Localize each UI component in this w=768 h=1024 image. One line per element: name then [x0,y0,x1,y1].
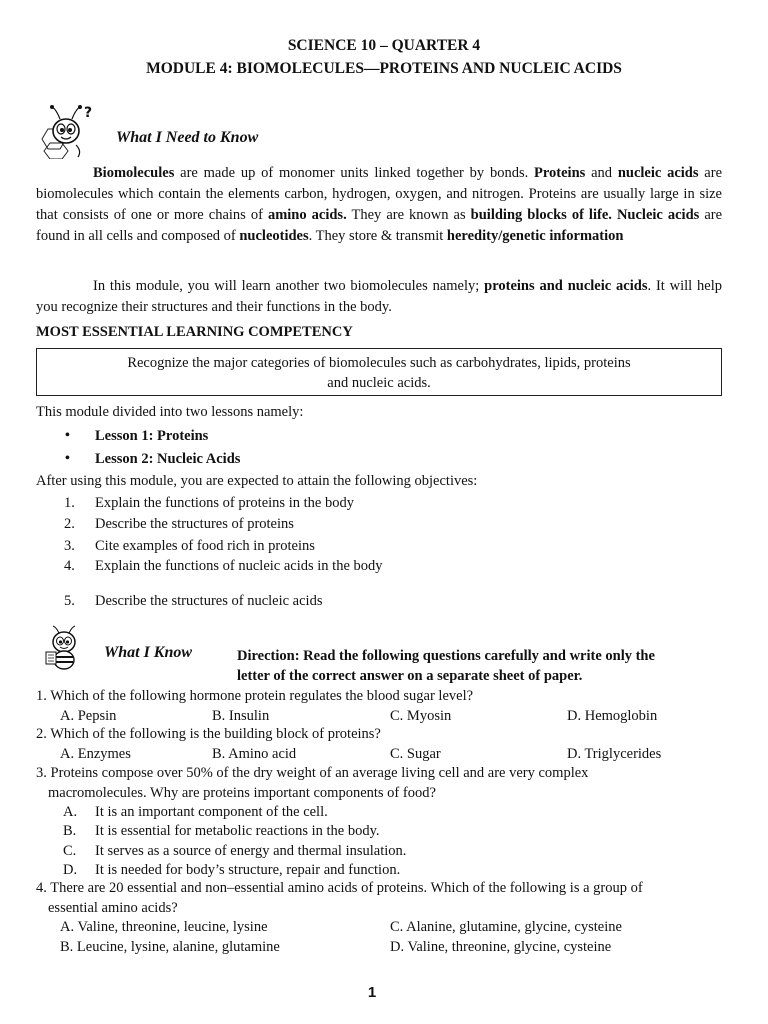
objectives-intro: After using this module, you are expected to attain the following objectives: [36,473,478,489]
list-item [65,428,240,451]
objective-item: 3. Cite examples of food rich in proteins [64,538,315,554]
text-run: and [585,165,618,181]
intro-paragraph-1 [36,163,722,247]
q1-choice-a: A. Pepsin [60,708,117,724]
question-3-stem-line2: macromolecules. Why are proteins important components of food? [48,785,436,801]
bee-question-icon [36,99,100,159]
bold-term: Nucleic acids [616,207,700,223]
page-number: 1 [367,984,377,1001]
lesson-2-label: Lesson 2: Nucleic Acids [95,451,241,467]
melc-box-line1: Recognize the major categories of biomolecules such as carbohydrates, lipids, proteins [127,355,631,371]
section-heading-what-i-know: What I Know [104,644,193,661]
q3-choice-a: A. It is an important component of the cell. [63,804,328,820]
text-run: are biomolecules which contain the elements carbon, hydrogen, oxygen, and nitrogen. Proteins are usually large in size that consists of one or more chains of [36,165,723,223]
lesson-1-label: Lesson 1: Proteins [95,428,209,444]
q3-choice-b: B. It is essential for metabolic reactions in the body. [63,823,380,839]
q2-choice-c: C. Sugar [390,746,441,762]
lessons-intro: This module divided into two lessons namely: [36,404,304,420]
bold-term: proteins and nucleic acids [484,278,648,294]
text-run: They are known as [346,207,471,223]
bold-term: Proteins [534,165,586,181]
text-run: In this module, you will learn another two biomolecules namely; [93,278,485,294]
bold-term: heredity/genetic information [446,228,624,244]
objective-item: 4. Explain the functions of nucleic acids in the body [64,558,383,574]
text-run: are made up of monomer units linked together by bonds. [174,165,535,181]
q2-choice-d: D. Triglycerides [567,746,662,762]
melc-heading: MOST ESSENTIAL LEARNING COMPETENCY [36,324,353,340]
question-2-stem: 2. Which of the following is the building block of proteins? [36,726,381,742]
q4-choice-b: B. Leucine, lysine, alanine, glutamine [60,939,280,955]
bold-term: amino acids. [267,207,347,223]
bee-reading-icon [38,624,88,670]
module-title-line2: MODULE 4: BIOMOLECULES—PROTEINS AND NUCLEIC ACIDS [146,60,622,77]
objective-item: 2. Describe the structures of proteins [64,516,294,532]
q4-choice-d: D. Valine, threonine, glycine, cysteine [390,939,612,955]
q1-choice-d: D. Hemoglobin [567,708,658,724]
bullet-icon: • [65,428,70,443]
melc-box-line2: and nucleic acids. [327,375,431,391]
bold-term: building blocks of life. [470,207,612,223]
list-item [65,451,241,474]
intro-paragraph-2 [36,276,722,318]
bold-term: Biomolecules [93,165,175,181]
bold-term: nucleotides [239,228,309,244]
q1-choice-c: C. Myosin [390,708,452,724]
direction-line2: letter of the correct answer on a separate sheet of paper. [237,668,583,684]
module-title-line1: SCIENCE 10 – QUARTER 4 [287,37,481,54]
bullet-icon: • [65,451,70,466]
q4-choice-a: A. Valine, threonine, leucine, lysine [60,919,268,935]
melc-box [36,348,722,396]
svg-text:?: ? [84,105,93,121]
section-heading-need-to-know: What I Need to Know [116,129,259,146]
objective-item: 5. Describe the structures of nucleic acids [64,593,323,609]
q3-choice-d: D. It is needed for body’s structure, repair and function. [63,862,401,878]
bold-term: nucleic acids [617,165,699,181]
objective-item: 1. Explain the functions of proteins in the body [64,495,354,511]
q2-choice-b: B. Amino acid [212,746,297,762]
question-1-stem: 1. Which of the following hormone protein regulates the blood sugar level? [36,688,474,704]
question-4-stem-line1: 4. There are 20 essential and non–essential amino acids of proteins. Which of the following is a group of [36,880,643,896]
question-4-stem-line2: essential amino acids? [48,900,178,916]
q1-choice-b: B. Insulin [212,708,270,724]
direction-line1: Direction: Read the following questions carefully and write only the [237,648,655,664]
lessons-list [65,428,241,474]
text-run: are found in all cells and composed of [36,207,723,244]
text-run: . They store & transmit [308,228,447,244]
question-3-stem-line1: 3. Proteins compose over 50% of the dry weight of an average living cell and are very complex [36,765,589,781]
q4-choice-c: C. Alanine, glutamine, glycine, cysteine [390,919,622,935]
q2-choice-a: A. Enzymes [60,746,131,762]
text-run: . It will help you recognize their structures and their functions in the body. [36,278,723,315]
q3-choice-c: C. It serves as a source of energy and thermal insulation. [63,843,407,859]
